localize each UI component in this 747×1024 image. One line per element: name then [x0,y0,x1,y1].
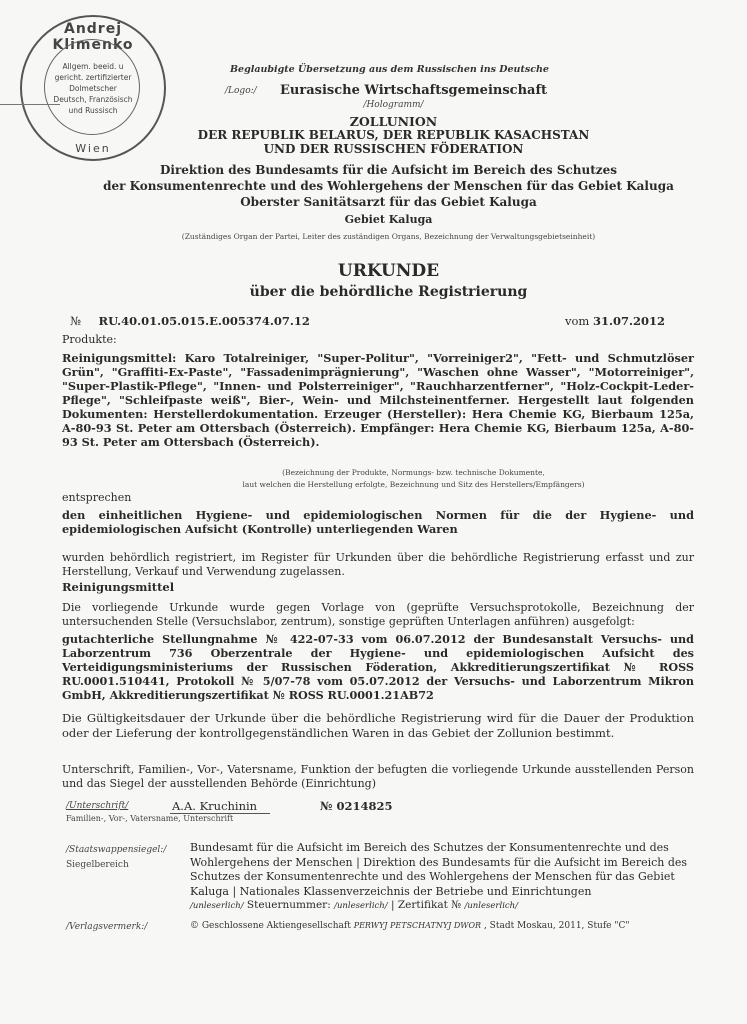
certificate-label: | Zertifikat № [391,899,462,911]
stamp-line: Allgem. beeid. u [62,62,124,71]
conformity-norms: den einheitlichen Hygiene- und epidemiologischen Normen für die der Hygiene- und epidemiologischen Aufsicht (Kontrolle) unterliegenden Waren [62,508,694,536]
products-text: Reinigungsmittel: Karo Totalreiniger, "Super-Politur", "Vorreiniger2", "Fett- und Schmutzlöser Grün", "Graffiti-Ex-Paste", "Fassadenimprägnierung", "Waschen ohne Wasser", "Motorreiniger", "Super-Plastik-Pflege", "Innen- und Polsterreiniger", "Rauchharzentferner", "Holz-Cockpit-Leder-Pflege", "Schleifpaste weiß", Bier-, Wein- und Milchsteinentferner. Hergestellt laut folgenden Dokumenten: Herstellerdokumentation. Erzeuger (Hersteller): Hera Chemie KG, Bierbaum 125a, A-80-93 St. Peter am Ottersbach (Österreich). Empfänger: Hera Chemie KG, Bierbaum 125a, A-80-93 St. Peter am Ottersbach (Österreich). [62,351,694,449]
illegible-note: /unleserlich/ [334,901,388,911]
signer-name-text: A.A. Kruchinin [172,799,258,813]
publisher-company: PERWYJ PETSCHATNYJ DWOR [353,921,482,930]
stamp-line: und Russisch [68,106,118,115]
product-category: Reinigungsmittel [62,580,175,594]
registration-date-row [565,314,665,328]
registration-number: RU.40.01.05.015.E.005374.07.12 [98,314,310,328]
authority-line-4: Gebiet Kaluga [344,213,433,226]
signature-instruction: Unterschrift, Familien-, Vor-, Vatersname, Funktion der befugten die vorliegende Urkunde ausstellenden Person und das Siegel der ausstellenden Behörde (Einrichtung) [62,763,694,790]
logo-note: /Logo:/ [225,86,257,96]
registration-date: 31.07.2012 [592,314,666,328]
authority-caption: (Zuständiges Organ der Partei, Leiter des zuständigen Organs, Bezeichnung der Verwaltungsgebietseinheit) [181,232,596,241]
stamp-city: Wien [75,142,111,155]
illegible-note: /unleserlich/ [190,901,244,911]
products-caption-2: laut welchen die Herstellung erfolgte, Bezeichnung und Sitz des Herstellers/Empfängers) [242,480,585,489]
signature-caption: Familien-, Vor-, Vatersname, Unterschrift [66,814,234,823]
authority-line-3: Oberster Sanitätsarzt für das Gebiet Kaluga [240,195,537,209]
stamp-line: Deutsch, Französisch [53,95,133,104]
stamp-line: gericht. zertifizierter [54,73,132,82]
organisation-name: Eurasische Wirtschaftsgemeinschaft [280,83,548,98]
publisher-prefix: © Geschlossene Aktiengesellschaft [190,921,351,931]
union-title: ZOLLUNION [349,114,438,129]
products-caption-1: (Bezeichnung der Produkte, Normungs- bzw. technische Dokumente, [282,468,545,477]
stamp-name: Andrej Klimenko [52,21,134,53]
number-label: № [70,314,81,328]
seal-label: /Staatswappensiegel:/ [66,845,167,855]
document-title: URKUNDE [337,261,440,281]
basis-details: gutachterliche Stellungnahme № 422-07-33 vom 06.07.2012 der Bundesanstalt Versuchs- und Laborzentrum 736 Oberzentrale der Hygiene- und epidemiologischen Aufsicht des Verteidigungsministeriums der Russischen Föderation, Akkreditierungszertifikat № ROSS RU.0001.510441, Protokoll № 5/07-78 vom 05.07.2012 der Versuchs- und Laborzentrum Mikron GmbH, Akkreditierungszertifikat № ROSS RU.0001.21AB72 [62,632,694,702]
registration-number-row [70,314,310,328]
seal-text: Bundesamt für die Aufsicht im Bereich des Schutzes der Konsumentenrechte und des Wohlergehens der Menschen | Direktion des Bundesamts für die Aufsicht im Bereich des Schutzes der Konsumentenrechte und des Wohlergehens der Menschen für das Gebiet Kaluga | Nationales Klassenverzeichnis der Betriebe und Einrichtungen [190,841,688,898]
union-line-2: UND DER RUSSISCHEN FÖDERATION [263,142,524,156]
seal-area-label: Siegelbereich [66,860,129,870]
illegible-note: /unleserlich/ [464,901,519,911]
authority-line-2: der Konsumentenrechte und des Wohlergehens der Menschen für das Gebiet Kaluga [103,179,674,193]
registration-statement: wurden behördlich registriert, im Register für Urkunden über die behördliche Registrierung erfasst und zur Herstellung, Verkauf und Verwendung zugelassen. [62,551,694,578]
date-label: vom [565,314,590,328]
seal-footer [190,899,518,911]
products-label: Produkte: [62,333,117,346]
union-line-1: DER REPUBLIK BELARUS, DER REPUBLIK KASACHSTAN [197,128,590,142]
publisher-suffix: , Stadt Moskau, 2011, Stufe "C" [483,921,630,931]
conformity-intro: entsprechen [62,491,132,504]
document-subtitle: über die behördliche Registrierung [249,284,528,300]
tax-number-label: Steuernummer: [246,899,331,911]
publisher-label: /Verlagsvermerk:/ [66,922,148,932]
basis-intro: Die vorliegende Urkunde wurde gegen Vorlage von (geprüfte Versuchsprotokolle, Bezeichnung der untersuchenden Stelle (Versuchslabor, zentrum), sonstige geprüften Unterlagen anführen) ausgefolgt: [62,601,694,628]
certificate-serial: № 0214825 [320,799,393,813]
hologram-note: /Hologramm/ [363,100,424,110]
stamp-line: Dolmetscher [69,84,117,93]
validity-text: Die Gültigkeitsdauer der Urkunde über die behördliche Registrierung wird für die Dauer der Produktion oder der Lieferung der kontrollgegenständlichen Waren in das Gebiet der Zollunion bestimmt. [62,711,694,740]
certified-translation-note: Beglaubigte Übersetzung aus dem Russischen ins Deutsche [230,64,549,75]
authority-line-1: Direktion des Bundesamts für die Aufsicht im Bereich des Schutzes [159,163,617,177]
signer-name [172,799,257,813]
publisher-note [190,921,630,931]
signature-note: /Unterschrift/ [66,801,129,811]
signature-underline [170,813,270,814]
